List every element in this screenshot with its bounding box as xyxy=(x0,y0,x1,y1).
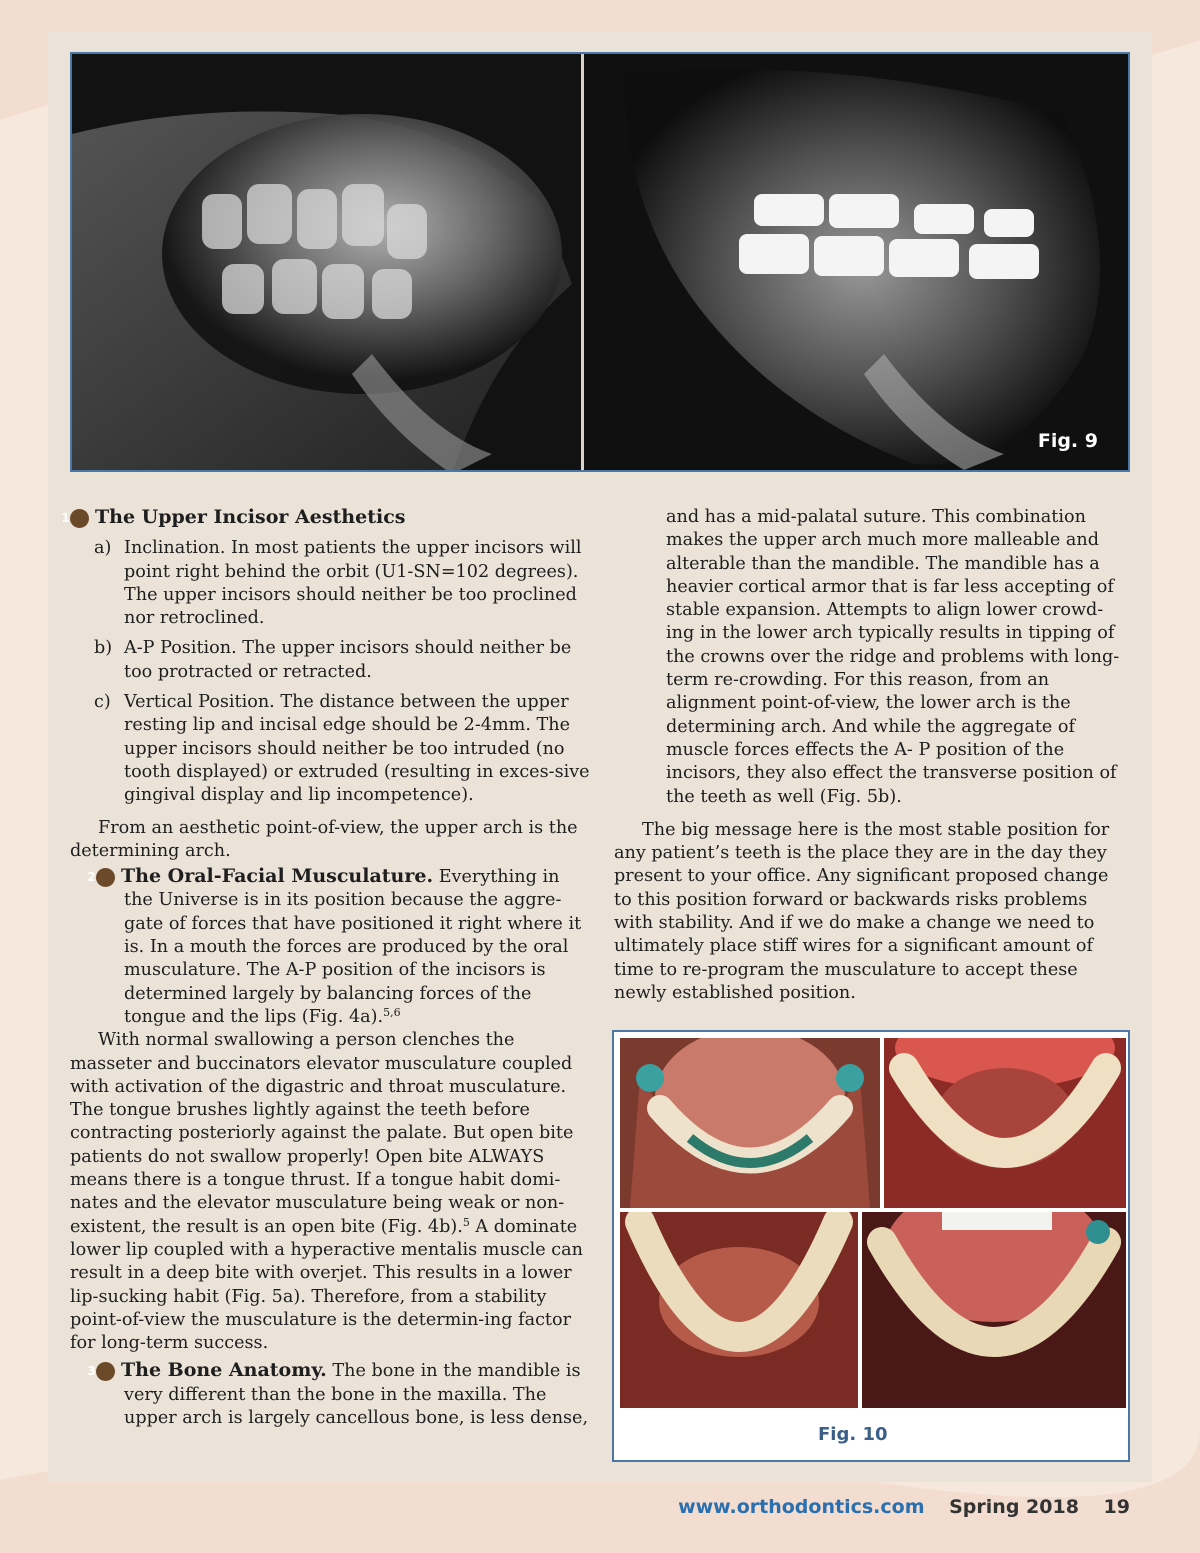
list-item xyxy=(94,637,590,684)
section-oral-facial-musculature xyxy=(70,865,590,1029)
paragraph-text: With normal swallowing a person clenches the masseter and buccinators elevator musculature coupled with activation of the digastric and throat musculature. The tongue brushes lightly against the teeth before contracting posteriorly against the palate. But open bite patients do not swallow properly! Open bite ALWAYS means there is a tongue thrust. If a tongue habit domi-nates and the elevator musculature being weak or non-existent, the result is an open bite (Fig. 4b). xyxy=(70,1030,574,1237)
list-marker: a) xyxy=(94,538,112,559)
list-text: Vertical Position. The distance between the upper resting lip and incisal edge should be 2-4mm. The upper incisors should neither be too intruded (no tooth displayed) or extruded (resulting in exces-sive gingival display and lip incompetence). xyxy=(124,692,590,806)
section-heading: The Oral-Facial Musculature. xyxy=(121,865,434,888)
page-footer xyxy=(678,1496,1130,1518)
section-heading: The Upper Incisor Aesthetics xyxy=(95,506,406,528)
website-link[interactable]: www.orthodontics.com xyxy=(678,1496,925,1518)
reference-superscript: 5 xyxy=(462,1215,470,1229)
section-upper-incisor-aesthetics xyxy=(61,506,590,530)
photo-lower-arch-4 xyxy=(862,1212,1126,1408)
list-item xyxy=(94,691,590,807)
section-bone-anatomy xyxy=(70,1359,590,1430)
number-badge-3: 3 xyxy=(96,1362,115,1381)
figure-9-xrays xyxy=(70,52,1130,472)
figure-10-caption: Fig. 10 xyxy=(818,1424,888,1445)
paragraph-swallowing xyxy=(70,1029,590,1355)
section-heading: The Bone Anatomy. xyxy=(121,1359,327,1382)
paragraph-aesthetic: From an aesthetic point-of-view, the upper arch is the determining arch. xyxy=(70,817,578,861)
left-column xyxy=(61,506,590,1430)
list-marker: b) xyxy=(94,638,113,659)
photo-lower-arch-3 xyxy=(620,1212,858,1408)
issue-label: Spring 2018 xyxy=(949,1496,1079,1518)
list-item xyxy=(94,537,590,630)
list-text: A-P Position. The upper incisors should neither be too protracted or retracted. xyxy=(124,638,572,682)
reference-superscript: 5,6 xyxy=(383,1005,401,1019)
xray-image-left xyxy=(72,54,582,470)
right-column xyxy=(614,506,1130,1005)
paragraph-continued: and has a mid-palatal suture. This combination makes the upper arch much more malleable and alterable than the mandible. The mandible has a heavier cortical armor that is far less accepting of stable expansion. Attempts to align lower crowd-ing in the lower arch typically results in tipping of the crowns over the ridge and problems with long-term re-crowding. For this reason, from an alignment point-of-view, the lower arch is the determining arch. And while the aggregate of muscle forces effects the A- P position of the incisors, they also effect the transverse position of the teeth as well (Fig. 5b). xyxy=(666,507,1120,807)
number-badge-1: 1 xyxy=(70,509,89,528)
xray-image-right xyxy=(584,54,1128,470)
list-text: Inclination. In most patients the upper incisors will point right behind the orbit (U1-SN=102 degrees). The upper incisors should neither be too proclined nor retroclined. xyxy=(124,538,582,629)
paragraph-text: A dominate lower lip coupled with a hyperactive mentalis muscle can result in a deep bite with overjet. This results in a lower lip-sucking habit (Fig. 5a). Therefore, from a stability point-of-view the musculature is the determin-ing factor for long-term success. xyxy=(70,1216,583,1354)
figure-10-photos xyxy=(612,1030,1130,1462)
section-text: Everything in the Universe is in its position because the aggre-gate of forces that have positioned it right where it is. In a mouth the forces are produced by the oral musculature. The A-P position of the incisors is determined largely by balancing forces of the tongue and the lips (Fig. 4a). xyxy=(124,867,582,1027)
number-badge-2: 2 xyxy=(96,868,115,887)
page-number: 19 xyxy=(1103,1496,1130,1518)
paragraph-big-message: The big message here is the most stable position for any patient’s teeth is the place they are in the day they present to your office. Any significant proposed change to this position forward or backwards risks problems with stability. And if we do make a change we need to ultimately place stiff wires for a significant amount of time to re-program the musculature to accept these newly established position. xyxy=(614,819,1110,1003)
list-marker: c) xyxy=(94,692,111,713)
photo-lower-arch-2 xyxy=(884,1038,1126,1208)
figure-9-caption: Fig. 9 xyxy=(1037,430,1098,452)
photo-lower-arch-1 xyxy=(620,1038,880,1208)
section-text: The bone in the mandible is very different than the bone in the maxilla. The upper arch is largely cancellous bone, is less dense, xyxy=(124,1361,589,1428)
